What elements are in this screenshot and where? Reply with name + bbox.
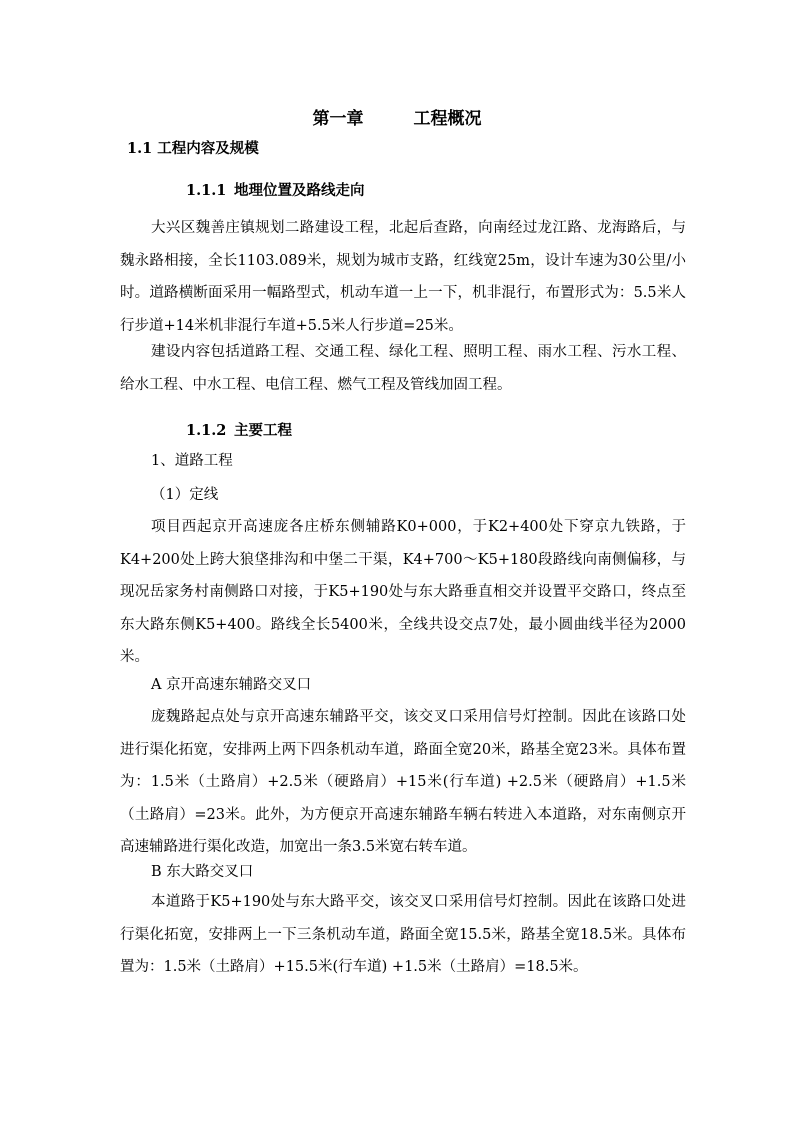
item-road-works: 1、道路工程 (151, 453, 233, 469)
section-heading-1-1: 1.1 工程内容及规模 (127, 140, 259, 157)
item-alignment: （1）定线 (151, 487, 219, 503)
chapter-title (0, 106, 794, 132)
item-intersection-b: B 东大路交叉口 (151, 864, 254, 880)
section-number: 1.1.2 (186, 422, 227, 439)
section-heading-1-1-2 (186, 420, 292, 442)
chapter-number: 第一章 (312, 109, 364, 129)
item-intersection-a: A 京开高速东辅路交叉口 (151, 677, 312, 693)
section-heading-1-1-1 (186, 180, 365, 202)
chapter-name: 工程概况 (413, 109, 482, 129)
section-title: 地理位置及路线走向 (234, 182, 365, 199)
paragraph-intersection-a: 庞魏路起点处与京开高速东辅路平交，该交叉口采用信号灯控制。因此在该路口处进行渠化拓宽，安排两上两下四条机动车道，路面全宽20米，路基全宽23米。具体布置为：1.5米（土路肩）+2.5米（硬路肩）+15米(行车道) +2.5米（硬路肩）+1.5米（土路肩）=23米。此外，为方便京开高速东辅路车辆右转进入本道路，对东南侧京开高速辅路进行渠化改造，加宽出一条3.5米宽右转车道。 (120, 709, 686, 855)
paragraph-location: 大兴区魏善庄镇规划二路建设工程，北起后查路，向南经过龙江路、龙海路后，与魏永路相接，全长1103.089米，规划为城市支路，红线宽25m，设计车速为30公里/小时。道路横断面采用一幅路型式，机动车道一上一下，机非混行，布置形式为：5.5米人行步道+14米机非混行车道+5.5米人行步道=25米。 (120, 220, 686, 334)
section-number: 1.1.1 (186, 182, 227, 199)
paragraph-content: 建设内容包括道路工程、交通工程、绿化工程、照明工程、雨水工程、污水工程、给水工程、中水工程、电信工程、燃气工程及管线加固工程。 (120, 344, 686, 393)
section-title: 主要工程 (234, 422, 292, 439)
paragraph-alignment: 项目西起京开高速庞各庄桥东侧辅路K0+000，于K2+400处下穿京九铁路，于K4+200处上跨大狼垡排沟和中堡二干渠，K4+700～K5+180段路线向南侧偏移，与现况岳家务村南侧路口对接，于K5+190处与东大路垂直相交并设置平交路口，终点至东大路东侧K5+400。路线全长5400米，全线共设交点7处，最小圆曲线半径为2000米。 (120, 519, 686, 665)
paragraph-intersection-b: 本道路于K5+190处与东大路平交，该交叉口采用信号灯控制。因此在该路口处进行渠化拓宽，安排两上一下三条机动车道，路面全宽15.5米，路基全宽18.5米。具体布置为：1.5米（土路肩）+15.5米(行车道) +1.5米（土路肩）=18.5米。 (120, 894, 686, 975)
